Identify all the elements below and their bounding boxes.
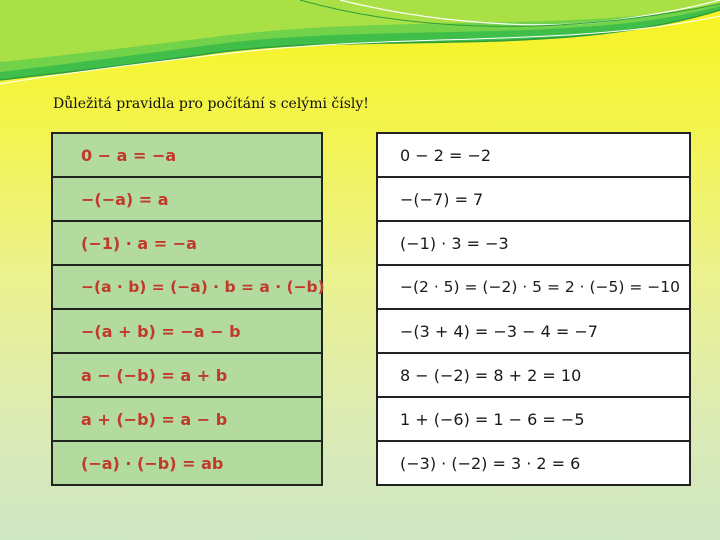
rule-row: −(a · b) = (−a) · b = a · (−b) <box>53 266 321 310</box>
rules-table <box>51 132 323 486</box>
example-row: 8 − (−2) = 8 + 2 = 10 <box>378 354 689 398</box>
example-row: −(2 · 5) = (−2) · 5 = 2 · (−5) = −10 <box>378 266 689 310</box>
rule-row: (−1) · a = −a <box>53 222 321 266</box>
rule-row: (−a) · (−b) = ab <box>81 453 224 473</box>
example-row: −(−7) = 7 <box>378 178 689 222</box>
example-row: −(3 + 4) = −3 − 4 = −7 <box>378 310 689 354</box>
rule-row: −(−a) = a <box>53 178 321 222</box>
rule-row: a + (−b) = a − b <box>53 398 321 442</box>
example-row: (−1) · 3 = −3 <box>378 222 689 266</box>
decorative-wave-header <box>0 0 720 100</box>
example-row: 0 − 2 = −2 <box>378 134 689 178</box>
slide-title: Důležitá pravidla pro počítání s celými čísly! <box>53 96 369 112</box>
rule-row: a − (−b) = a + b <box>53 354 321 398</box>
examples-table <box>376 132 691 486</box>
example-row: 1 + (−6) = 1 − 6 = −5 <box>378 398 689 442</box>
example-row: (−3) · (−2) = 3 · 2 = 6 <box>400 453 581 473</box>
rule-row: 0 − a = −a <box>53 134 321 178</box>
rule-row: −(a + b) = −a − b <box>53 310 321 354</box>
